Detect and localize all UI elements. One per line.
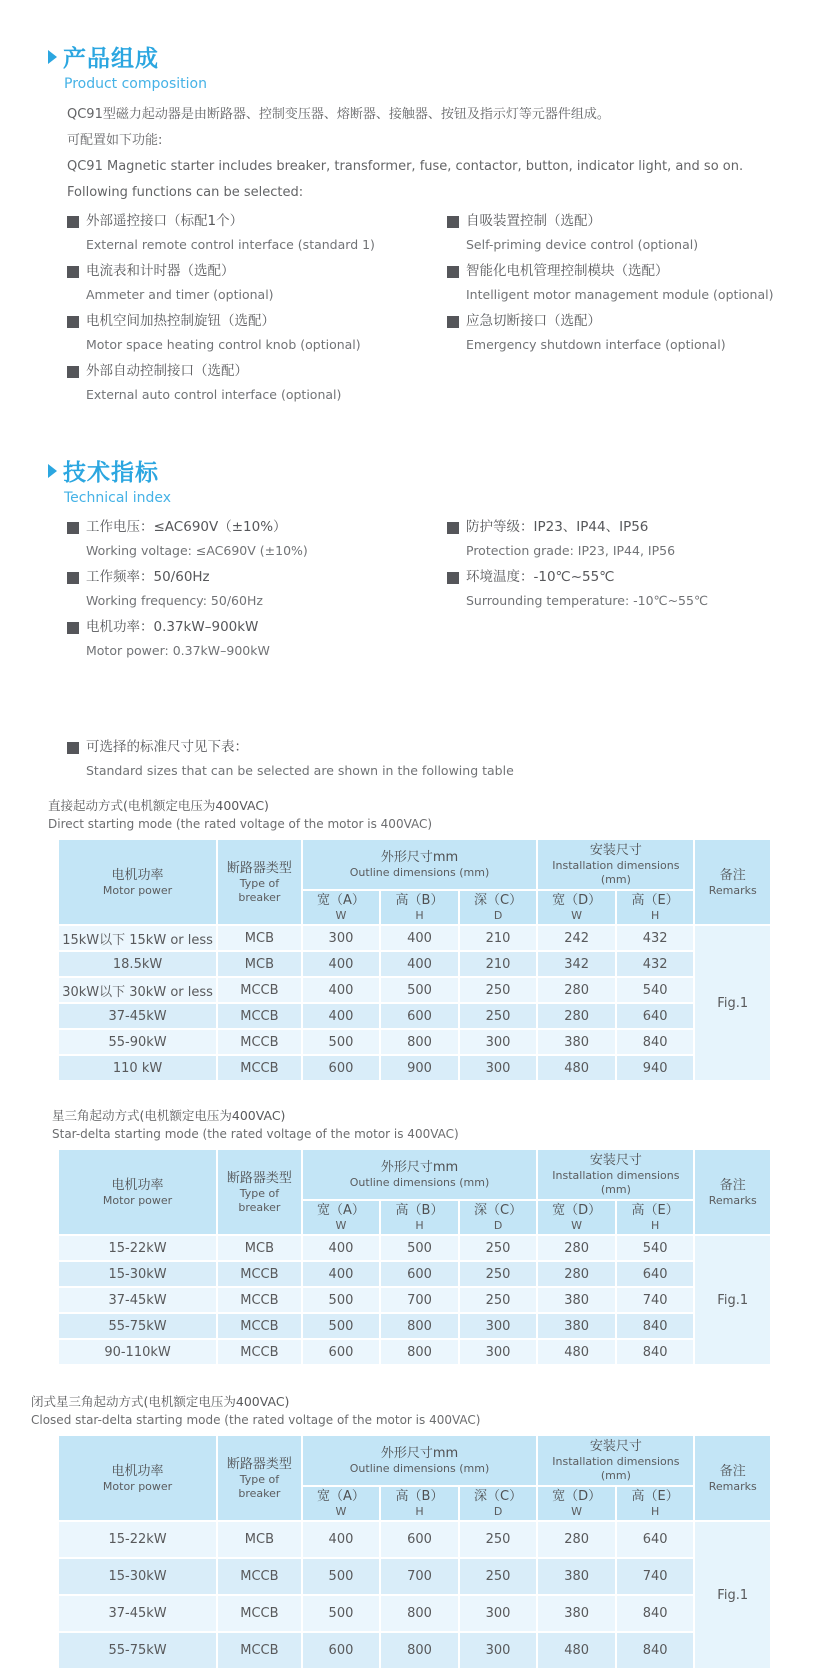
header-sub-col: 宽（A） W bbox=[302, 890, 381, 925]
cell-value: 500 bbox=[302, 1287, 381, 1313]
bullet-square-icon bbox=[447, 316, 459, 328]
cell-value: 380 bbox=[537, 1558, 616, 1595]
table-row bbox=[58, 1235, 771, 1261]
table-caption-zh: 闭式星三角起动方式(电机额定电压为400VAC) bbox=[31, 1394, 290, 1409]
header-sub-col: 高（B） H bbox=[380, 1486, 459, 1521]
dimension-table bbox=[57, 1148, 772, 1366]
cell-motor-power: 15-30kW bbox=[58, 1261, 217, 1287]
cell-value: 600 bbox=[302, 1055, 381, 1081]
table-row bbox=[58, 1287, 771, 1313]
section-title-en: Product composition bbox=[64, 76, 207, 92]
feature-columns bbox=[67, 210, 830, 410]
dimension-table-closed-star-delta bbox=[57, 1434, 830, 1670]
cell-value: 342 bbox=[537, 951, 616, 977]
cell-value: 640 bbox=[616, 1261, 695, 1287]
cell-value: MCCB bbox=[217, 1261, 302, 1287]
cell-value: MCB bbox=[217, 1235, 302, 1261]
cell-value: MCCB bbox=[217, 1029, 302, 1055]
cell-value: 800 bbox=[380, 1313, 459, 1339]
bullet-item bbox=[67, 616, 447, 662]
bullet-text-zh: 环境温度：-10℃~55℃ bbox=[466, 569, 615, 585]
header-remarks: 备注 Remarks bbox=[694, 839, 771, 925]
bullet-item bbox=[67, 310, 447, 356]
header-motor-power: 电机功率 Motor power bbox=[58, 1435, 217, 1521]
cell-value: MCB bbox=[217, 951, 302, 977]
cell-value: 380 bbox=[537, 1029, 616, 1055]
header-outline-dimensions: 外形尺寸mm Outline dimensions (mm) bbox=[302, 1149, 538, 1200]
cell-value: 432 bbox=[616, 925, 695, 951]
bullet-text-en: Ammeter and timer (optional) bbox=[86, 287, 274, 302]
header-breaker-type: 断路器类型 Type of breaker bbox=[217, 1149, 302, 1235]
cell-value: 250 bbox=[459, 1235, 538, 1261]
header-outline-dimensions: 外形尺寸mm Outline dimensions (mm) bbox=[302, 839, 538, 890]
dimension-table-star-delta bbox=[57, 1148, 830, 1366]
cell-value: 400 bbox=[380, 925, 459, 951]
cell-motor-power: 55-90kW bbox=[58, 1029, 217, 1055]
header-sub-col: 高（E） H bbox=[616, 1200, 695, 1235]
cell-remark: Fig.1 bbox=[694, 925, 771, 1081]
cell-value: 280 bbox=[537, 1003, 616, 1029]
cell-value: 400 bbox=[380, 951, 459, 977]
bullet-text-en: Motor power: 0.37kW–900kW bbox=[86, 643, 270, 658]
bullet-item bbox=[447, 566, 777, 612]
bullet-text-en: Working frequency: 50/60Hz bbox=[86, 593, 263, 608]
header-sub-col: 宽（D） W bbox=[537, 890, 616, 925]
cell-value: 250 bbox=[459, 1521, 538, 1558]
cell-value: 400 bbox=[302, 1235, 381, 1261]
cell-value: 500 bbox=[302, 1558, 381, 1595]
cell-value: 400 bbox=[302, 951, 381, 977]
cell-motor-power: 15-22kW bbox=[58, 1521, 217, 1558]
cell-value: 540 bbox=[616, 977, 695, 1003]
cell-value: 280 bbox=[537, 1235, 616, 1261]
cell-value: 840 bbox=[616, 1632, 695, 1669]
cell-motor-power: 37-45kW bbox=[58, 1595, 217, 1632]
spec-column-right bbox=[447, 516, 777, 666]
bullet-text-en: Surrounding temperature: -10℃~55℃ bbox=[466, 593, 708, 608]
cell-value: 600 bbox=[380, 1261, 459, 1287]
header-sub-col: 高（E） H bbox=[616, 890, 695, 925]
cell-value: 300 bbox=[302, 925, 381, 951]
cell-value: MCCB bbox=[217, 1632, 302, 1669]
table-row bbox=[58, 1313, 771, 1339]
section-title-zh: 技术指标 bbox=[63, 460, 159, 486]
bullet-text-zh: 应急切断接口（选配） bbox=[466, 313, 601, 329]
cell-value: 640 bbox=[616, 1003, 695, 1029]
intro-paragraphs bbox=[67, 102, 830, 206]
cell-value: 600 bbox=[302, 1339, 381, 1365]
table-row bbox=[58, 925, 771, 951]
cell-motor-power: 37-45kW bbox=[58, 1003, 217, 1029]
table-row bbox=[58, 1261, 771, 1287]
cell-value: 250 bbox=[459, 1287, 538, 1313]
bullet-text-en: Motor space heating control knob (optional) bbox=[86, 337, 361, 352]
header-installation-dimensions: 安装尺寸 Installation dimensions (mm) bbox=[537, 1149, 694, 1200]
bullet-item bbox=[447, 310, 777, 356]
header-sub-col: 高（E） H bbox=[616, 1486, 695, 1521]
cell-value: 300 bbox=[459, 1313, 538, 1339]
header-installation-dimensions: 安装尺寸 Installation dimensions (mm) bbox=[537, 839, 694, 890]
cell-value: 800 bbox=[380, 1632, 459, 1669]
cell-value: 300 bbox=[459, 1055, 538, 1081]
feature-column-right bbox=[447, 210, 777, 410]
cell-value: MCCB bbox=[217, 1595, 302, 1632]
dimension-table bbox=[57, 1434, 772, 1670]
cell-motor-power: 37-45kW bbox=[58, 1287, 217, 1313]
section-title-zh: 产品组成 bbox=[63, 46, 159, 72]
header-remarks: 备注 Remarks bbox=[694, 1435, 771, 1521]
cell-value: 300 bbox=[459, 1339, 538, 1365]
cell-value: 400 bbox=[302, 1003, 381, 1029]
cell-value: 280 bbox=[537, 977, 616, 1003]
cell-value: 480 bbox=[537, 1055, 616, 1081]
header-sub-col: 高（B） H bbox=[380, 1200, 459, 1235]
bullet-text-en: Protection grade: IP23, IP44, IP56 bbox=[466, 543, 676, 558]
bullet-text-en: Emergency shutdown interface (optional) bbox=[466, 337, 726, 352]
header-sub-col: 宽（A） W bbox=[302, 1200, 381, 1235]
table-caption bbox=[31, 1392, 830, 1430]
header-breaker-type: 断路器类型 Type of breaker bbox=[217, 839, 302, 925]
table-caption-en: Closed star-delta starting mode (the rated voltage of the motor is 400VAC) bbox=[31, 1413, 481, 1427]
bullet-item bbox=[67, 260, 447, 306]
table-caption bbox=[52, 1106, 830, 1144]
cell-motor-power: 55-75kW bbox=[58, 1313, 217, 1339]
bullet-item bbox=[447, 516, 777, 562]
bullet-text-zh: 防护等级：IP23、IP44、IP56 bbox=[466, 519, 649, 535]
table-row bbox=[58, 1003, 771, 1029]
header-sub-col: 高（B） H bbox=[380, 890, 459, 925]
cell-value: 250 bbox=[459, 977, 538, 1003]
cell-value: 740 bbox=[616, 1287, 695, 1313]
bullet-text-zh: 工作电压：≤AC690V（±10%） bbox=[86, 519, 287, 535]
table-row bbox=[58, 1558, 771, 1595]
cell-value: MCCB bbox=[217, 1313, 302, 1339]
cell-value: MCCB bbox=[217, 1339, 302, 1365]
table-caption-en: Star-delta starting mode (the rated voltage of the motor is 400VAC) bbox=[52, 1127, 459, 1141]
section-arrow-icon bbox=[48, 50, 57, 64]
table-caption-zh: 直接起动方式(电机额定电压为400VAC) bbox=[48, 798, 269, 813]
cell-value: 300 bbox=[459, 1029, 538, 1055]
bullet-text-zh: 电机空间加热控制旋钮（选配） bbox=[86, 313, 275, 329]
table-block-star-delta bbox=[52, 1106, 830, 1366]
header-breaker-type: 断路器类型 Type of breaker bbox=[217, 1435, 302, 1521]
cell-value: 400 bbox=[302, 977, 381, 1003]
cell-motor-power: 15kW以下 15kW or less bbox=[58, 925, 217, 951]
bullet-item bbox=[447, 210, 777, 256]
standard-size-note bbox=[67, 736, 830, 782]
cell-motor-power: 55-75kW bbox=[58, 1632, 217, 1669]
dimension-table bbox=[57, 838, 772, 1082]
bullet-square-icon bbox=[67, 522, 79, 534]
cell-value: 800 bbox=[380, 1595, 459, 1632]
bullet-square-icon bbox=[67, 366, 79, 378]
header-sub-col: 深（C） D bbox=[459, 1200, 538, 1235]
bullet-text-zh: 外部遥控接口（标配1个） bbox=[86, 213, 244, 229]
header-sub-col: 宽（A） W bbox=[302, 1486, 381, 1521]
cell-value: 380 bbox=[537, 1287, 616, 1313]
intro-line: QC91型磁力起动器是由断路器、控制变压器、熔断器、接触器、按钮及指示灯等元器件组成。 bbox=[67, 107, 610, 122]
cell-value: 380 bbox=[537, 1595, 616, 1632]
header-sub-col: 深（C） D bbox=[459, 890, 538, 925]
cell-value: 840 bbox=[616, 1339, 695, 1365]
cell-value: MCCB bbox=[217, 1055, 302, 1081]
table-row bbox=[58, 951, 771, 977]
cell-value: MCCB bbox=[217, 977, 302, 1003]
cell-remark: Fig.1 bbox=[694, 1235, 771, 1365]
cell-value: 242 bbox=[537, 925, 616, 951]
cell-value: 480 bbox=[537, 1632, 616, 1669]
bullet-text-en: External auto control interface (optional) bbox=[86, 387, 342, 402]
header-outline-dimensions: 外形尺寸mm Outline dimensions (mm) bbox=[302, 1435, 538, 1486]
section-product-composition-header bbox=[48, 40, 830, 92]
bullet-square-icon bbox=[447, 522, 459, 534]
bullet-square-icon bbox=[447, 216, 459, 228]
bullet-text-en: Intelligent motor management module (optional) bbox=[466, 287, 774, 302]
bullet-square-icon bbox=[67, 572, 79, 584]
table-row bbox=[58, 1055, 771, 1081]
note-en: Standard sizes that can be selected are shown in the following table bbox=[86, 763, 514, 778]
dimension-table-direct bbox=[57, 838, 830, 1082]
cell-value: 600 bbox=[380, 1003, 459, 1029]
cell-value: 500 bbox=[380, 1235, 459, 1261]
cell-value: MCCB bbox=[217, 1287, 302, 1313]
table-caption bbox=[48, 796, 830, 834]
cell-value: 500 bbox=[302, 1029, 381, 1055]
cell-value: 640 bbox=[616, 1521, 695, 1558]
cell-value: 500 bbox=[302, 1313, 381, 1339]
cell-value: 480 bbox=[537, 1339, 616, 1365]
table-caption-en: Direct starting mode (the rated voltage of the motor is 400VAC) bbox=[48, 817, 433, 831]
bullet-text-zh: 电机功率：0.37kW–900kW bbox=[86, 619, 259, 635]
bullet-item bbox=[67, 360, 447, 406]
cell-value: 700 bbox=[380, 1558, 459, 1595]
cell-value: 900 bbox=[380, 1055, 459, 1081]
cell-remark: Fig.1 bbox=[694, 1521, 771, 1669]
cell-value: 940 bbox=[616, 1055, 695, 1081]
header-motor-power: 电机功率 Motor power bbox=[58, 1149, 217, 1235]
table-caption-zh: 星三角起动方式(电机额定电压为400VAC) bbox=[52, 1108, 286, 1123]
cell-value: MCCB bbox=[217, 1558, 302, 1595]
table-row bbox=[58, 1632, 771, 1669]
bullet-text-en: Working voltage: ≤AC690V (±10%) bbox=[86, 543, 308, 558]
table-block-direct-starting bbox=[48, 796, 830, 1082]
header-motor-power: 电机功率 Motor power bbox=[58, 839, 217, 925]
feature-column-left bbox=[67, 210, 447, 410]
bullet-text-zh: 自吸装置控制（选配） bbox=[466, 213, 601, 229]
table-row bbox=[58, 977, 771, 1003]
cell-value: 500 bbox=[302, 1595, 381, 1632]
cell-value: MCCB bbox=[217, 1003, 302, 1029]
cell-value: 840 bbox=[616, 1595, 695, 1632]
intro-line: 可配置如下功能: bbox=[67, 133, 163, 148]
bullet-item bbox=[67, 566, 447, 612]
cell-value: 800 bbox=[380, 1339, 459, 1365]
cell-value: 840 bbox=[616, 1029, 695, 1055]
cell-motor-power: 90-110kW bbox=[58, 1339, 217, 1365]
bullet-item bbox=[447, 260, 777, 306]
bullet-text-zh: 工作频率：50/60Hz bbox=[86, 569, 210, 585]
cell-value: 600 bbox=[302, 1632, 381, 1669]
spec-columns bbox=[67, 516, 830, 666]
cell-value: 300 bbox=[459, 1595, 538, 1632]
section-title-en: Technical index bbox=[64, 490, 172, 506]
section-arrow-icon bbox=[48, 464, 57, 478]
bullet-text-zh: 外部自动控制接口（选配） bbox=[86, 363, 248, 379]
cell-motor-power: 110 kW bbox=[58, 1055, 217, 1081]
spec-column-left bbox=[67, 516, 447, 666]
cell-value: 380 bbox=[537, 1313, 616, 1339]
cell-value: 400 bbox=[302, 1261, 381, 1287]
cell-value: 500 bbox=[380, 977, 459, 1003]
bullet-text-en: Self-priming device control (optional) bbox=[466, 237, 699, 252]
bullet-square-icon bbox=[67, 622, 79, 634]
cell-motor-power: 30kW以下 30kW or less bbox=[58, 977, 217, 1003]
cell-value: 600 bbox=[380, 1521, 459, 1558]
cell-value: 280 bbox=[537, 1261, 616, 1287]
table-row bbox=[58, 1595, 771, 1632]
cell-value: 400 bbox=[302, 1521, 381, 1558]
cell-value: 300 bbox=[459, 1632, 538, 1669]
cell-value: 840 bbox=[616, 1313, 695, 1339]
bullet-text-en: External remote control interface (standard 1) bbox=[86, 237, 375, 252]
cell-value: 280 bbox=[537, 1521, 616, 1558]
table-row bbox=[58, 1521, 771, 1558]
intro-line: Following functions can be selected: bbox=[67, 185, 304, 200]
cell-value: 250 bbox=[459, 1558, 538, 1595]
bullet-item bbox=[67, 516, 447, 562]
section-technical-index-header bbox=[48, 454, 830, 506]
header-sub-col: 宽（D） W bbox=[537, 1486, 616, 1521]
header-remarks: 备注 Remarks bbox=[694, 1149, 771, 1235]
cell-value: 700 bbox=[380, 1287, 459, 1313]
cell-value: 210 bbox=[459, 951, 538, 977]
bullet-square-icon bbox=[67, 316, 79, 328]
bullet-text-zh: 电流表和计时器（选配） bbox=[86, 263, 235, 279]
cell-value: 740 bbox=[616, 1558, 695, 1595]
cell-value: 800 bbox=[380, 1029, 459, 1055]
bullet-square-icon bbox=[447, 266, 459, 278]
cell-value: 210 bbox=[459, 925, 538, 951]
bullet-square-icon bbox=[447, 572, 459, 584]
bullet-square-icon bbox=[67, 742, 79, 754]
cell-motor-power: 18.5kW bbox=[58, 951, 217, 977]
bullet-text-zh: 智能化电机管理控制模块（选配） bbox=[466, 263, 669, 279]
header-sub-col: 深（C） D bbox=[459, 1486, 538, 1521]
cell-value: 432 bbox=[616, 951, 695, 977]
note-zh: 可选择的标准尺寸见下表： bbox=[86, 739, 248, 755]
bullet-square-icon bbox=[67, 266, 79, 278]
cell-value: MCB bbox=[217, 925, 302, 951]
cell-motor-power: 15-22kW bbox=[58, 1235, 217, 1261]
table-row bbox=[58, 1029, 771, 1055]
table-block-closed-star-delta bbox=[31, 1392, 830, 1670]
table-row bbox=[58, 1339, 771, 1365]
cell-value: 250 bbox=[459, 1261, 538, 1287]
bullet-item bbox=[67, 210, 447, 256]
cell-value: 540 bbox=[616, 1235, 695, 1261]
cell-value: 250 bbox=[459, 1003, 538, 1029]
header-installation-dimensions: 安装尺寸 Installation dimensions (mm) bbox=[537, 1435, 694, 1486]
cell-value: MCB bbox=[217, 1521, 302, 1558]
header-sub-col: 宽（D） W bbox=[537, 1200, 616, 1235]
bullet-square-icon bbox=[67, 216, 79, 228]
intro-line: QC91 Magnetic starter includes breaker, transformer, fuse, contactor, button, indicator light, and so on. bbox=[67, 159, 744, 174]
cell-motor-power: 15-30kW bbox=[58, 1558, 217, 1595]
